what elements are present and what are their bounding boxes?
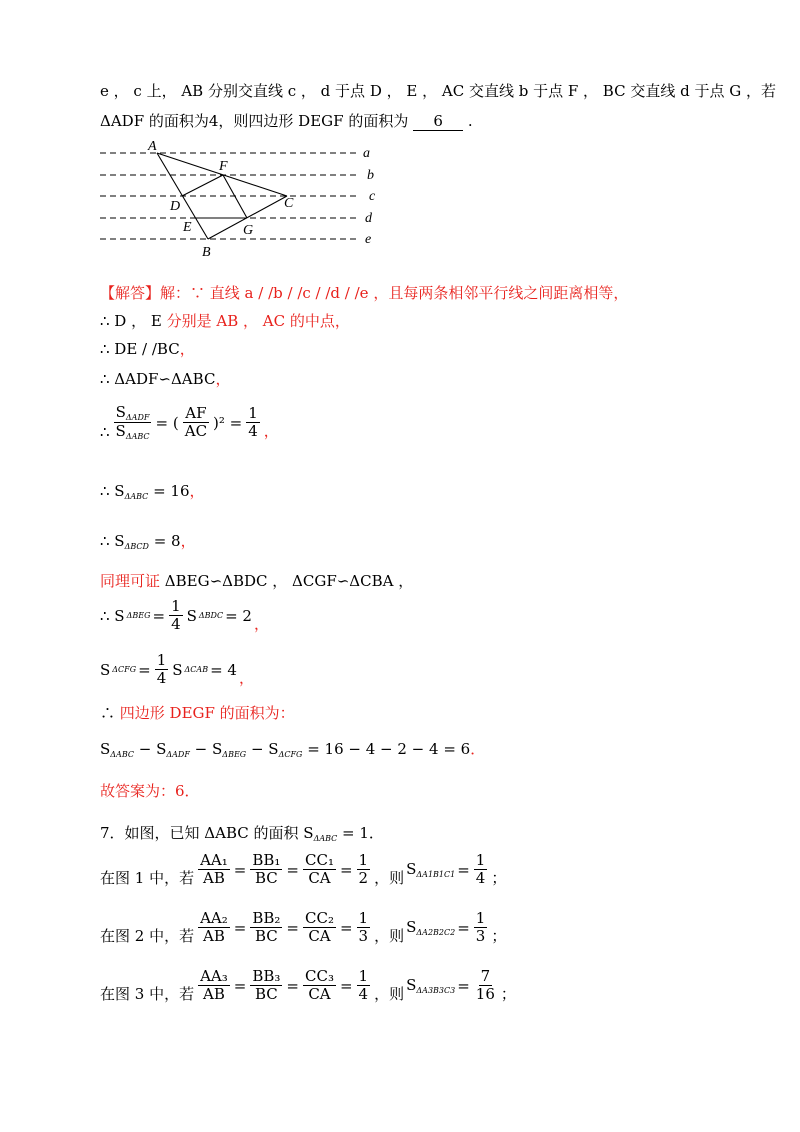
- case3-f3n: CC₃: [305, 967, 334, 985]
- case3-ratio: [357, 968, 371, 1004]
- step3-tail: ，: [215, 370, 231, 388]
- case1-prefix: 在图 1 中，若: [100, 868, 195, 887]
- problem7-intro: [100, 822, 384, 843]
- label-line-b: b: [367, 168, 374, 183]
- step9-eq: =: [138, 660, 151, 679]
- step9-equation: [100, 652, 254, 688]
- step11-sub2: ΔADF: [166, 750, 190, 759]
- case3-rn: 1: [358, 967, 369, 985]
- case2-ratio: [357, 910, 371, 946]
- question-line-1: [100, 80, 776, 101]
- case2-frac-3: [303, 910, 336, 946]
- step8-num: 1: [171, 597, 181, 615]
- problem7-case-1: [100, 852, 506, 888]
- step9-s2-sub: ΔCAB: [184, 665, 209, 675]
- step8-equation: [100, 598, 269, 634]
- step9-num: 1: [156, 651, 167, 669]
- case1-f1n: AA₁: [200, 851, 228, 869]
- solution-step-5: [100, 480, 205, 501]
- case3-frac-2: [250, 968, 282, 1004]
- case3-frac-1: [198, 968, 230, 1004]
- solution-step-8: [100, 598, 269, 634]
- step4-pow: )² =: [213, 413, 243, 432]
- case3-f1d: AB: [203, 985, 225, 1004]
- step5-sub: ΔABC: [124, 492, 149, 501]
- case3-rd: 4: [358, 985, 369, 1004]
- case1-answer: [474, 852, 488, 888]
- case3-frac-3: [303, 968, 336, 1004]
- label-line-c: c: [369, 189, 376, 204]
- question-text-2: ΔADF 的面积为4，则四边形 DEGF 的面积为: [100, 112, 409, 130]
- solution-tag: 【解答】: [100, 284, 161, 302]
- case1-then: ，则: [374, 868, 405, 887]
- step4-equation: [100, 404, 279, 441]
- step4-num-sub: ΔADF: [125, 413, 150, 422]
- step8-s2: S: [186, 606, 197, 625]
- step11-m3: − S: [246, 740, 279, 758]
- step5-tail: ，: [189, 482, 205, 500]
- solution-intro: [100, 282, 628, 303]
- case3-f3d: CA: [308, 985, 331, 1004]
- step8-sub: ΔBEG: [126, 611, 151, 621]
- solution-step-7: [100, 570, 413, 591]
- case3-prefix: 在图 3 中，若: [100, 984, 195, 1003]
- case2-f1d: AB: [203, 927, 225, 946]
- step4-den-sub: ΔABC: [125, 432, 150, 442]
- label-point-c: C: [284, 196, 294, 211]
- step4-frac-num: AF: [185, 403, 207, 422]
- case3-then: ，则: [374, 984, 405, 1003]
- label-point-e: E: [183, 220, 192, 235]
- case2-answer: [474, 910, 488, 946]
- step5-val: = 16: [148, 482, 190, 500]
- case2-rn: 1: [358, 909, 369, 927]
- case3-s-sub: ΔA3B3C3: [416, 986, 456, 996]
- case1-equation: 在图 1 中，若 $\frac{\text{AA₁}}{AB}$ = $\frac{\text{BB₁}}{BC}$ = $\frac{\text{CC₁}}{CA}$ = $\frac{1}{2}$ ，则 $S_{\Delta A1B1C1}$ = $\frac{1}{4}$ ；: [100, 851, 507, 888]
- step11-m1: − S: [133, 740, 167, 758]
- case2-then: ，则: [374, 926, 405, 945]
- case2-f3n: CC₂: [305, 909, 334, 927]
- question-end: .: [467, 112, 473, 130]
- parallel-lines: [100, 153, 360, 239]
- label-line-e: e: [365, 232, 372, 247]
- step9-frac: [155, 652, 169, 688]
- label-line-a: a: [363, 146, 370, 161]
- solution-step-4: [100, 404, 279, 441]
- case2-equation: 在图 2 中，若 $\frac{\text{AA₂}}{AB}$ = $\frac{\text{BB₂}}{BC}$ = $\frac{\text{CC₂}}{CA}$ = $\frac{1}{3}$ ，则 $S_{\Delta A2B2C2}$ = $\frac{1}{3}$ ；: [100, 909, 507, 946]
- final-answer: 故答案为：6．: [100, 782, 200, 800]
- question-text-1: e ， c 上， AB 分别交直线 c ， d 于点 D ， E ， AC 交直线 b 于点 F ， BC 交直线 d 于点 G ，若: [100, 82, 776, 100]
- problem7-intro-post: = 1．: [337, 824, 384, 842]
- step11-val: = 16 − 4 − 2 − 4 = 6: [302, 740, 471, 758]
- step11-s1: S: [100, 740, 111, 758]
- step4-area-ratio: [114, 404, 152, 441]
- step8-val: = 2: [225, 606, 252, 625]
- solution-step-9: [100, 652, 254, 688]
- case2-f1n: AA₂: [200, 909, 228, 927]
- case3-answer: [474, 968, 497, 1004]
- step4-frac-den: AC: [184, 422, 208, 441]
- label-point-d: D: [170, 199, 181, 214]
- segment-df: [182, 175, 223, 196]
- step11-tail: ．: [470, 740, 486, 758]
- case3-ad: 16: [475, 985, 495, 1004]
- label-point-a: A: [148, 139, 157, 154]
- case2-s-sub: ΔA2B2C2: [416, 928, 456, 938]
- solution-step-10: [100, 702, 295, 723]
- case3-an: 7: [480, 967, 491, 985]
- step11-m2: − S: [189, 740, 223, 758]
- step8-eq: =: [152, 606, 166, 625]
- case1-ratio: [357, 852, 371, 888]
- case3-equation: 在图 3 中，若 $\frac{\text{AA₃}}{AB}$ = $\frac{\text{BB₃}}{BC}$ = $\frac{\text{CC₃}}{CA}$ = $\frac{1}{4}$ ，则 $S_{\Delta A3B3C3}$ = $\frac{7}{16}$ ；: [100, 967, 516, 1004]
- case2-f2d: BC: [255, 927, 278, 946]
- step8-den: 4: [171, 615, 181, 634]
- problem7-case-3: [100, 968, 516, 1004]
- step8-tail: ，: [253, 614, 269, 633]
- case2-frac-2: [250, 910, 282, 946]
- solution-intro-text: 解：∵ 直线 a / /b / /c / /d / /e ，且每两条相邻平行线之间距离相等，: [160, 284, 629, 302]
- step9-den: 4: [156, 669, 167, 688]
- case1-f3d: CA: [308, 869, 331, 888]
- solution-step-3: [100, 368, 230, 389]
- case1-frac-2: [250, 852, 282, 888]
- case1-f2d: BC: [255, 869, 278, 888]
- problem7-case-2: [100, 910, 506, 946]
- case2-rd: 3: [358, 927, 369, 946]
- step4-num-s: S: [115, 403, 126, 421]
- label-point-f: F: [219, 159, 228, 174]
- step7-text: 同理可证: [100, 572, 161, 590]
- step11-sub1: ΔABC: [110, 750, 134, 759]
- step4-therefore: ∴: [100, 423, 110, 442]
- case1-rd: 2: [358, 869, 369, 888]
- case3-f2n: BB₃: [252, 967, 281, 985]
- case2-ad: 3: [475, 927, 486, 946]
- solution-step-1: [100, 310, 350, 331]
- solution-step-11: [100, 738, 485, 759]
- step1-text: 分别是 AB ， AC 的中点，: [161, 312, 350, 330]
- case2-an: 1: [475, 909, 486, 927]
- case1-an: 1: [475, 851, 486, 869]
- case1-frac-1: [198, 852, 230, 888]
- step3-math: ∴ ΔADF∽ΔABC: [100, 370, 216, 388]
- case1-s-sub: ΔA1B1C1: [416, 870, 456, 880]
- step5-s: ∴ S: [100, 482, 125, 500]
- case1-f1d: AB: [203, 869, 225, 888]
- step7-math: ΔBEG∽ΔBDC ， ΔCGF∽ΔCBA ，: [160, 572, 414, 590]
- label-line-d: d: [365, 211, 372, 226]
- step6-tail: ，: [180, 532, 196, 550]
- step9-tail: ，: [238, 668, 254, 687]
- step2-math: ∴ DE / /BC: [100, 340, 180, 358]
- case1-ad: 4: [475, 869, 486, 888]
- solution-step-6: [100, 530, 196, 551]
- case2-end: ；: [491, 926, 507, 945]
- case2-f3d: CA: [308, 927, 331, 946]
- step11-sub3: ΔBEG: [222, 750, 247, 759]
- step6-val: = 8: [148, 532, 181, 550]
- step9-val: = 4: [210, 660, 237, 679]
- case1-f3n: CC₁: [305, 851, 334, 869]
- case1-end: ；: [491, 868, 507, 887]
- step4-den-s: S: [115, 422, 126, 441]
- step11-sub4: ΔCFG: [278, 750, 303, 759]
- step10-text: 四边形 DEGF 的面积为：: [119, 704, 295, 722]
- case3-end: ；: [500, 984, 516, 1003]
- problem7-intro-pre: 7．如图，已知 ΔABC 的面积 S: [100, 824, 314, 842]
- step9-s: S: [100, 660, 111, 679]
- step9-s2: S: [172, 660, 183, 679]
- step4-tail: ，: [263, 422, 279, 441]
- case1-frac-3: [303, 852, 336, 888]
- step8-s: ∴ S: [100, 606, 125, 625]
- case2-frac-1: [198, 910, 230, 946]
- case2-prefix: 在图 2 中，若: [100, 926, 195, 945]
- step9-sub: ΔCFG: [112, 665, 137, 675]
- step8-frac: [169, 598, 183, 634]
- case3-f2d: BC: [255, 985, 278, 1004]
- answer-blank: 6: [413, 112, 463, 131]
- step1-math: ∴ D ， E: [100, 312, 162, 330]
- label-point-g: G: [243, 223, 254, 238]
- step4-side-ratio: [183, 405, 209, 441]
- step4-result: [246, 405, 260, 441]
- solution-step-2: [100, 338, 195, 359]
- step2-tail: ，: [179, 340, 195, 358]
- case1-f2n: BB₁: [252, 851, 281, 869]
- problem7-intro-sub: ΔABC: [313, 834, 338, 843]
- case2-f2n: BB₂: [252, 909, 281, 927]
- case3-f1n: AA₃: [200, 967, 228, 985]
- step4-res-num: 1: [248, 403, 258, 422]
- step6-s: ∴ S: [100, 532, 125, 550]
- step10-pre: ∴: [100, 704, 120, 722]
- case1-rn: 1: [358, 851, 369, 869]
- label-point-b: B: [202, 245, 211, 260]
- geometry-figure: [95, 138, 395, 263]
- step4-mid: = (: [155, 413, 179, 432]
- step8-s2-sub: ΔBDC: [198, 611, 224, 621]
- step4-res-den: 4: [248, 422, 258, 441]
- question-line-2: [100, 110, 473, 131]
- step6-sub: ΔBCD: [124, 542, 149, 551]
